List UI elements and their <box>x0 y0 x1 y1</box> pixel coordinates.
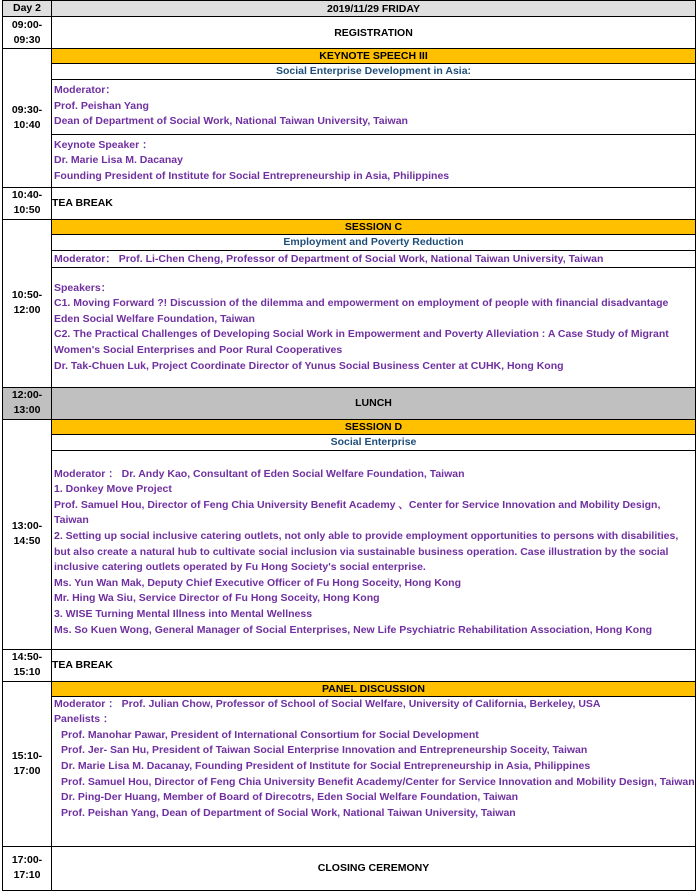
session-c-moderator: Moderator： Prof. Li-Chen Cheng, Professor of Department of Social Work, National Taiwan University, Taiwan <box>52 251 695 268</box>
tea-break-title: TEA BREAK <box>52 649 696 681</box>
panelist: Prof. Peishan Yang, Dean of Department of Social Work, National Taiwan University, Taiwan <box>61 806 516 819</box>
time-cell <box>3 219 52 387</box>
keynote-banner: KEYNOTE SPEECH III <box>52 49 695 64</box>
talk-3-title: 3. WISE Turning Mental Illness into Mental Wellness <box>54 607 313 620</box>
session-d-cell <box>52 419 696 649</box>
date-label: 2019/11/29 FRIDAY <box>52 1 696 17</box>
panelist: Dr. Ping-Der Huang, Member of Board of Direcotrs, Eden Social Welfare Foundation, Taiwan <box>61 791 519 804</box>
time-cell <box>3 17 52 49</box>
time-cell <box>3 49 52 188</box>
header-row <box>3 1 696 17</box>
time-cell <box>3 846 52 890</box>
time-cell <box>3 419 52 649</box>
keynote-row <box>3 49 696 188</box>
time-cell <box>3 187 52 219</box>
panelist: Prof. Jer- San Hu, President of Taiwan Social Enterprise Innovation and Entrepreneurship Soceity, Taiwan <box>61 744 588 757</box>
panel-moderator: Moderator ： Prof. Julian Chow, Professor of School of Social Welfare, University of California, Berkeley, USA <box>54 697 601 710</box>
moderator-name: Prof. Peishan Yang <box>54 99 149 112</box>
time-text: 17:00- 17:10 <box>11 854 43 882</box>
panelist: Dr. Marie Lisa M. Dacanay, Founding President of Institute for Social Entrepreneurship in Asia, Philippines <box>61 759 591 772</box>
time-text: 10:50- 12:00 <box>11 289 43 317</box>
session-c-banner: SESSION C <box>52 220 695 235</box>
talk-3-speaker: Ms. So Kuen Wong, General Manager of Social Enterprises, New Life Psychiatric Rehabilitation Association, Hong Kong <box>54 623 653 636</box>
talk-c2-title: C2. The Practical Challenges of Developing Social Work in Empowerment and Poverty Alleviation : A Case Study of Migrant Women's Social Enterprises and Poor Rural Cooperatives <box>54 328 669 356</box>
speaker-label: Keynote Speaker ： <box>54 138 153 151</box>
talk-1-title: 1. Donkey Move Project <box>54 483 172 496</box>
talk-2-speaker-1: Ms. Yun Wan Mak, Deputy Chief Executive Officer of Fu Hong Soceity, Hong Kong <box>54 576 462 589</box>
keynote-moderator-block <box>52 80 695 134</box>
time-text: 15:10- 17:00 <box>11 749 43 777</box>
talk-1-speaker: Prof. Samuel Hou, Director of Feng Chia University Benefit Academy 、Center for Service Innovation and Mobility Design, Taiwan <box>54 498 661 527</box>
time-text: 13:00- 14:50 <box>11 520 43 548</box>
session-c-subtitle: Employment and Poverty Reduction <box>52 235 695 251</box>
time-cell <box>3 387 52 419</box>
panel-banner: PANEL DISCUSSION <box>52 682 695 697</box>
panelist: Prof. Samuel Hou, Director of Feng Chia University Benefit Academy/Center for Service Innovation and Mobility Design, Taiwan <box>61 775 695 788</box>
talk-2-speaker-2: Mr. Hing Wa Siu, Service Director of Fu Hong Soceity, Hong Kong <box>54 592 380 605</box>
session-d-content <box>52 451 695 639</box>
lunch-title: LUNCH <box>52 387 696 419</box>
speakers-label: Speakers： <box>54 281 112 294</box>
session-d-subtitle: Social Enterprise <box>52 435 695 451</box>
tea-break-title: TEA BREAK <box>52 187 696 219</box>
keynote-subtitle: Social Enterprise Development in Asia: <box>52 64 695 80</box>
time-text: 09:30- 10:40 <box>11 103 43 131</box>
moderator-label: Moderator： <box>54 84 116 96</box>
time-text: 14:50- 15:10 <box>11 651 43 679</box>
keynote-speaker-block <box>52 134 695 187</box>
panel-row <box>3 681 696 846</box>
panelists-label: Panelists ： <box>54 713 114 726</box>
schedule-table <box>2 0 696 891</box>
speaker-title: Founding President of Institute for Social Entrepreneurship in Asia, Philippines <box>54 169 450 182</box>
time-text: 10:40- 10:50 <box>11 189 43 217</box>
speaker-name: Dr. Marie Lisa M. Dacanay <box>54 154 183 167</box>
moderator-title: Dean of Department of Social Work, National Taiwan University, Taiwan <box>54 115 408 128</box>
session-d-row <box>3 419 696 649</box>
day-label: Day 2 <box>3 1 52 17</box>
time-cell <box>3 649 52 681</box>
talk-c1-speaker: Eden Social Welfare Foundation, Taiwan <box>54 312 255 325</box>
session-c-speakers <box>52 268 695 375</box>
talk-c2-speaker: Dr. Tak-Chuen Luk, Project Coordinate Director of Yunus Social Business Center at CUHK, Hong Kong <box>54 359 564 372</box>
tea-break-row <box>3 649 696 681</box>
session-c-cell <box>52 219 696 387</box>
session-c-row <box>3 219 696 387</box>
closing-title: CLOSING CEREMONY <box>52 846 696 890</box>
registration-row <box>3 17 696 49</box>
time-text: 12:00- 13:00 <box>11 389 43 417</box>
time-text: 09:00- 09:30 <box>11 18 43 46</box>
lunch-row <box>3 387 696 419</box>
tea-break-row <box>3 187 696 219</box>
talk-c1-title: C1. Moving Forward ?! Discussion of the dilemma and empowerment on employment of people with financial disadvantage <box>54 297 669 310</box>
time-cell <box>3 681 52 846</box>
panel-cell <box>52 681 696 846</box>
closing-row <box>3 846 696 890</box>
session-d-moderator: Moderator ： Dr. Andy Kao, Consultant of Eden Social Welfare Foundation, Taiwan <box>54 467 465 480</box>
registration-title: REGISTRATION <box>52 17 696 49</box>
panelist: Prof. Manohar Pawar, President of International Consortium for Social Development <box>61 728 479 741</box>
keynote-cell <box>52 49 696 188</box>
session-d-banner: SESSION D <box>52 420 695 435</box>
talk-2-title: 2. Setting up social inclusive catering outlets, not only able to provide employment opportunities to persons with disabilities, but also create a natural hub to cultivate social inclusion via sustainable business operation. Case illustration by the social inclusive catering outlets operated by Fu Hong Society's social enterprise. <box>54 529 679 574</box>
